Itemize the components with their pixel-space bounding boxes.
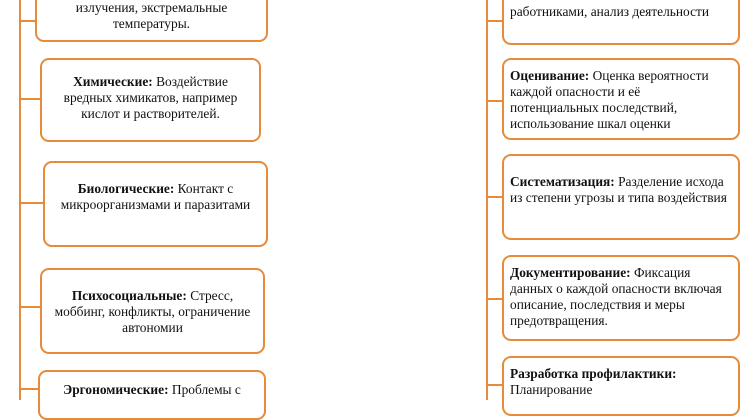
box-text: Разделение исхода из степени угрозы и типа воздействия [510, 174, 727, 205]
right-connector-5 [486, 384, 502, 386]
left-vertical-connector [19, 0, 21, 400]
box-text: Фиксация данных о каждой опасности включая описание, последствия и меры предотвращения. [510, 265, 722, 328]
left-connector-2 [19, 98, 40, 100]
box-title: Психосоциальные: [71, 288, 187, 303]
left-connector-1 [19, 20, 35, 22]
box-text: Стресс, моббинг, конфликты, ограничение автономии [54, 288, 251, 335]
physical-hazards-box [35, 0, 268, 42]
left-connector-3 [19, 202, 43, 204]
box-text: Проблемы с [168, 382, 241, 397]
box-title: Химические: [73, 74, 153, 89]
systematization-box [502, 154, 740, 240]
prevention-box [502, 356, 740, 416]
left-connector-4 [19, 306, 40, 308]
identification-box [502, 0, 740, 45]
right-connector-1 [486, 20, 502, 22]
right-vertical-connector [486, 0, 488, 400]
box-text: излучения, экстремальные температуры. [75, 0, 228, 31]
right-connector-2 [486, 100, 502, 102]
ergonomic-hazards-box [38, 370, 266, 420]
left-connector-5 [19, 388, 38, 390]
box-text: Воздействие вредных химикатов, например кислот и растворителей. [63, 74, 238, 121]
right-connector-4 [486, 298, 502, 300]
box-text: работниками, анализ деятельности [510, 4, 710, 19]
box-title: Разработка профилактики: [510, 366, 677, 381]
box-text: Контакт с микроорганизмами и паразитами [60, 181, 251, 212]
box-title: Оценивание: [510, 68, 590, 83]
box-title: Эргономические: [63, 382, 169, 397]
box-text: Планирование [510, 382, 593, 397]
box-title: Документирование: [510, 265, 631, 280]
right-connector-3 [486, 196, 502, 198]
biological-hazards-box [43, 161, 268, 247]
evaluation-box [502, 58, 740, 140]
box-title: Систематизация: [510, 174, 615, 189]
documentation-box [502, 255, 740, 341]
box-text: Оценка вероятности каждой опасности и её потенциальных последствий, использование шкал оценки [510, 68, 709, 131]
box-title: Биологические: [77, 181, 175, 196]
chemical-hazards-box [40, 58, 261, 142]
psychosocial-hazards-box [40, 268, 265, 354]
